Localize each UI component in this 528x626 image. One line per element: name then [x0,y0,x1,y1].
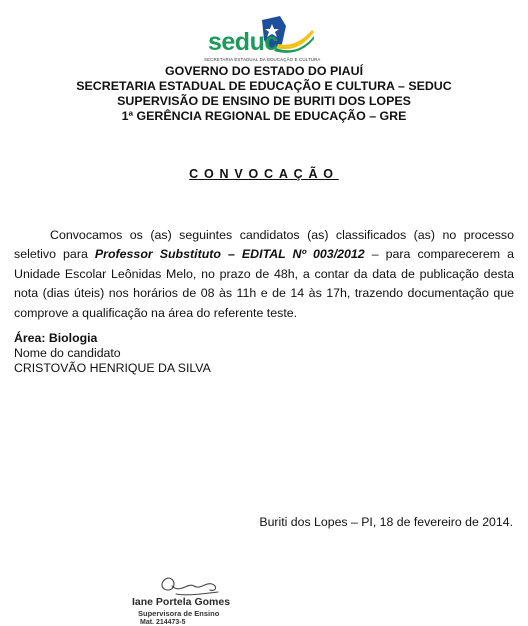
candidate-column-header: Nome do candidato [14,346,121,360]
candidate-section [14,331,211,376]
paragraph-part-2: – para comparecerem a Unidade Escolar Leônidas Melo, no prazo de 48h, a contar da data de publicação desta nota (dias úteis) nos horários de 08 às 11h e de 14 às 17h, trazendo documentação que comprove a qualificação na área do referente teste. [14,247,514,320]
header-line-government: GOVERNO DO ESTADO DO PIAUÍ [164,64,364,78]
summons-paragraph [14,226,514,323]
paragraph-part-1: Convocamos os (as) seguintes candidatos (as) classificados (as) no processo seletivo para [14,228,514,262]
header-line-supervision: SUPERVISÃO DE ENSINO DE BURITI DOS LOPES [117,94,411,108]
signatory-name: Iane Portela Gomes [132,596,231,608]
letterhead [0,64,528,124]
header-line-regional: 1ª GERÊNCIA REGIONAL DE EDUCAÇÃO – GRE [121,109,407,123]
document-title: CONVOCAÇÃO [189,167,339,181]
header-line-secretariat: SECRETARIA ESTADUAL DE EDUCAÇÃO E CULTURA – SEDUC [76,79,452,93]
area-label: Área: Biologia [14,331,98,345]
paragraph-edital: Professor Substituto – EDITAL Nº 003/2012 [94,247,365,262]
signatory-role: Supervisora de Ensino [138,609,220,618]
candidate-name: CRISTOVÃO HENRIQUE DA SILVA [14,361,211,375]
signature-block [130,572,250,626]
date-line: Buriti dos Lopes – PI, 18 de fevereiro de 2014. [259,515,513,529]
logo-wordmark: seduc [208,28,278,56]
signatory-registration: Mat. 214473-5 [140,619,186,626]
seduc-logo [196,14,336,64]
logo-subtitle: SECRETARIA ESTADUAL DA EDUCAÇÃO E CULTURA [204,57,321,62]
